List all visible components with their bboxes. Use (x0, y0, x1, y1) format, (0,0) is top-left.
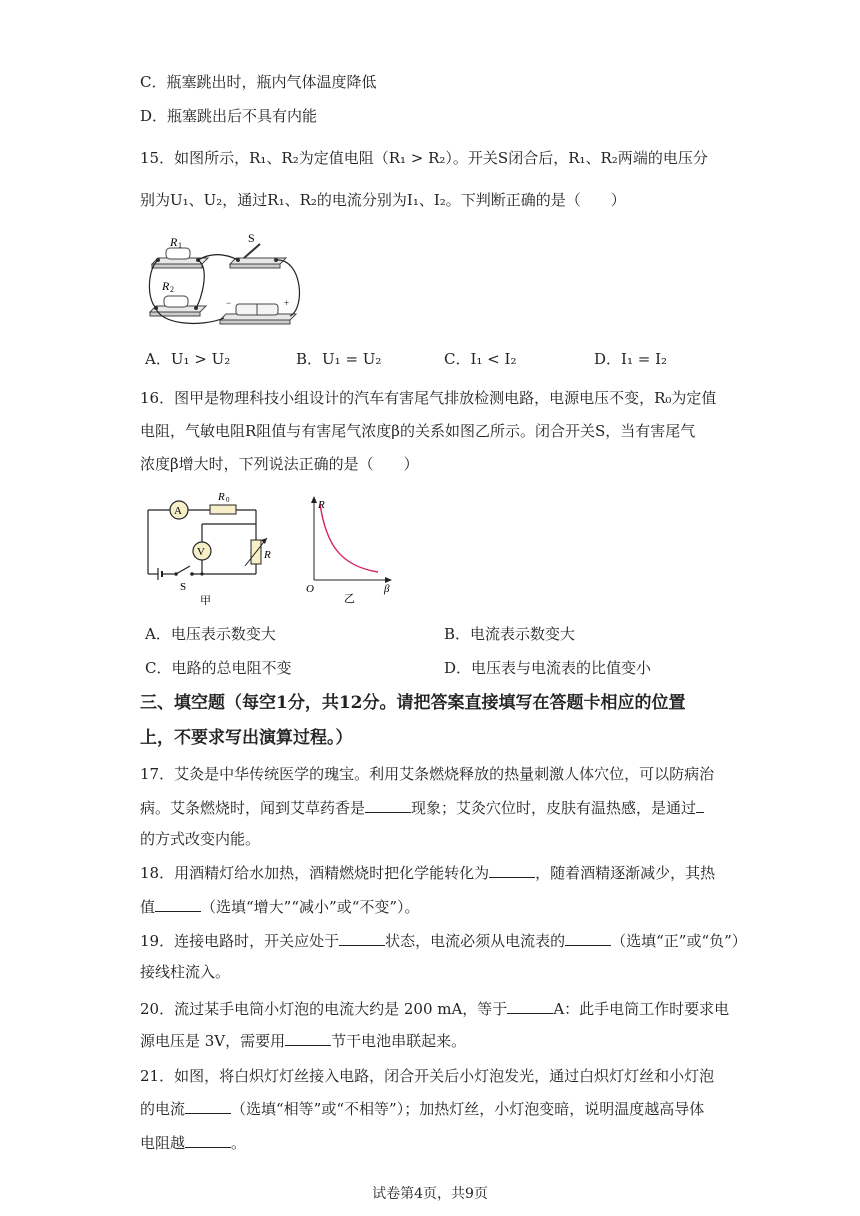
q20-text-c: 源电压是 3V，需要用 (140, 1032, 286, 1050)
q21-text-b: （选填“相等”或“不相等”）；加热灯丝，小灯泡变暗，说明温度越高导体 (231, 1100, 705, 1118)
section3-heading-line2: 上，不要求写出演算过程。） (140, 728, 353, 748)
q18-blank-1[interactable] (489, 860, 535, 878)
q21-blank-1[interactable] (185, 1096, 231, 1114)
q19-line1 (140, 928, 747, 953)
q18-text-a: 18．用酒精灯给水加热，酒精燃烧时把化学能转化为 (140, 864, 490, 882)
q20-text-b: A：此手电筒工作时要求电 (553, 1000, 730, 1018)
q19-text-a: 19．连接电路时，开关应处于 (140, 932, 340, 950)
q15-label-r2: R (162, 279, 170, 293)
q15-stem-line1: 15．如图所示，R₁、R₂为定值电阻（R₁ > R₂）。开关S闭合后，R₁、R₂两端的电压分 (140, 149, 708, 167)
q15-label-minus: − (226, 298, 232, 308)
q16-stem-line2: 电阻，气敏电阻R阻值与有害尾气浓度β的关系如图乙所示。闭合开关S，当有害尾气 (140, 422, 696, 440)
q19-line2: 接线柱流入。 (140, 963, 231, 981)
q16-graph-x-label: β (384, 583, 390, 595)
q19-blank-1[interactable] (339, 928, 385, 946)
q21-text-c: 电阻越 (140, 1134, 186, 1152)
q16-r0-label: R (218, 491, 225, 503)
q16-stem-line3: 浓度β增大时，下列说法正确的是（ ） (140, 455, 419, 473)
q19-text-b: 状态，电流必须从电流表的 (385, 932, 566, 950)
q17-blank-1[interactable] (365, 795, 411, 813)
q21-line3 (140, 1130, 246, 1155)
q17-text-a: 病。艾条燃烧时，闻到艾草药香是 (140, 799, 366, 817)
q15-label-plus: + (284, 298, 290, 308)
q21-text-d: 。 (231, 1134, 247, 1152)
q16-option-a: A．电压表示数变大 (145, 625, 276, 643)
q14-option-c: C．瓶塞跳出时，瓶内气体温度降低 (140, 73, 377, 91)
q18-line2 (140, 894, 420, 919)
q18-blank-2[interactable] (155, 894, 201, 912)
q19-text-c: （选填“正”或“负”） (611, 932, 747, 950)
q16-graph-yi (300, 492, 400, 604)
q15-stem-line2: 别为U₁、U₂，通过R₁、R₂的电流分别为I₁、I₂。下判断正确的是（ ） (140, 191, 626, 209)
q16-r-label: R (264, 549, 271, 561)
q16-r0-sub: 0 (226, 496, 230, 504)
q20-line2 (140, 1028, 466, 1053)
q15-label-r1: R (170, 235, 178, 249)
q17-line3: 的方式改变内能。 (140, 830, 261, 848)
q16-option-d: D．电压表与电流表的比值变小 (444, 659, 652, 677)
q17-blank-2[interactable] (696, 795, 704, 813)
q21-blank-2[interactable] (185, 1130, 231, 1148)
q21-text-a: 的电流 (140, 1100, 186, 1118)
q19-blank-2[interactable] (565, 928, 611, 946)
q16-option-c: C．电路的总电阻不变 (145, 659, 292, 677)
q20-line1 (140, 996, 729, 1021)
q16-circuit-jia (140, 488, 280, 606)
q16-voltmeter-label: V (197, 546, 205, 558)
q17-text-b: 现象；艾灸穴位时，皮肤有温热感，是通过 (411, 799, 697, 817)
q15-label-switch: S (248, 231, 255, 245)
q20-blank-2[interactable] (285, 1028, 331, 1046)
q18-line1 (140, 860, 715, 885)
q17-line2 (140, 795, 704, 820)
q16-fig-jia-caption: 甲 (200, 595, 211, 606)
q16-switch-label: S (180, 581, 187, 593)
q14-option-d: D．瓶塞跳出后不具有内能 (140, 107, 318, 125)
q18-text-b: ，随着酒精逐渐减少，其热 (535, 864, 716, 882)
q21-line2 (140, 1096, 704, 1121)
q16-stem-line1: 16．图甲是物理科技小组设计的汽车有害尾气排放检测电路，电源电压不变，R₀为定值 (140, 389, 717, 407)
q18-text-d: （选填“增大”“减小”或“不变”）。 (201, 898, 420, 916)
q20-blank-1[interactable] (507, 996, 553, 1014)
q16-graph-origin: O (306, 583, 314, 595)
q15-circuit-figure (140, 228, 310, 328)
section3-heading-line1: 三、填空题（每空1分，共12分。请把答案直接填写在答题卡相应的位置 (140, 693, 686, 713)
page-footer: 试卷第4页，共9页 (372, 1186, 488, 1202)
q21-line1: 21．如图，将白炽灯灯丝接入电路，闭合开关后小灯泡发光，通过白炽灯灯丝和小灯泡 (140, 1067, 715, 1085)
q15-option-d: D．I₁ = I₂ (594, 350, 668, 368)
q15-option-a: A．U₁ > U₂ (145, 350, 231, 368)
q15-label-r1-sub: 1 (178, 241, 182, 250)
q16-ammeter-label: A (174, 505, 182, 517)
q16-graph-y-label: R (318, 499, 325, 511)
q20-text-a: 20．流过某手电筒小灯泡的电流大约是 200 mA，等于 (140, 1000, 508, 1018)
q20-text-d: 节干电池串联起来。 (331, 1032, 467, 1050)
q15-option-c: C．I₁ < I₂ (444, 350, 517, 368)
q16-fig-yi-caption: 乙 (344, 593, 355, 604)
q15-option-b: B．U₁ = U₂ (296, 350, 382, 368)
q18-text-c: 值 (140, 898, 156, 916)
q16-option-b: B．电流表示数变大 (444, 625, 576, 643)
q15-label-r2-sub: 2 (170, 285, 174, 294)
q17-line1: 17．艾灸是中华传统医学的瑰宝。利用艾条燃烧释放的热量刺激人体穴位，可以防病治 (140, 765, 715, 783)
